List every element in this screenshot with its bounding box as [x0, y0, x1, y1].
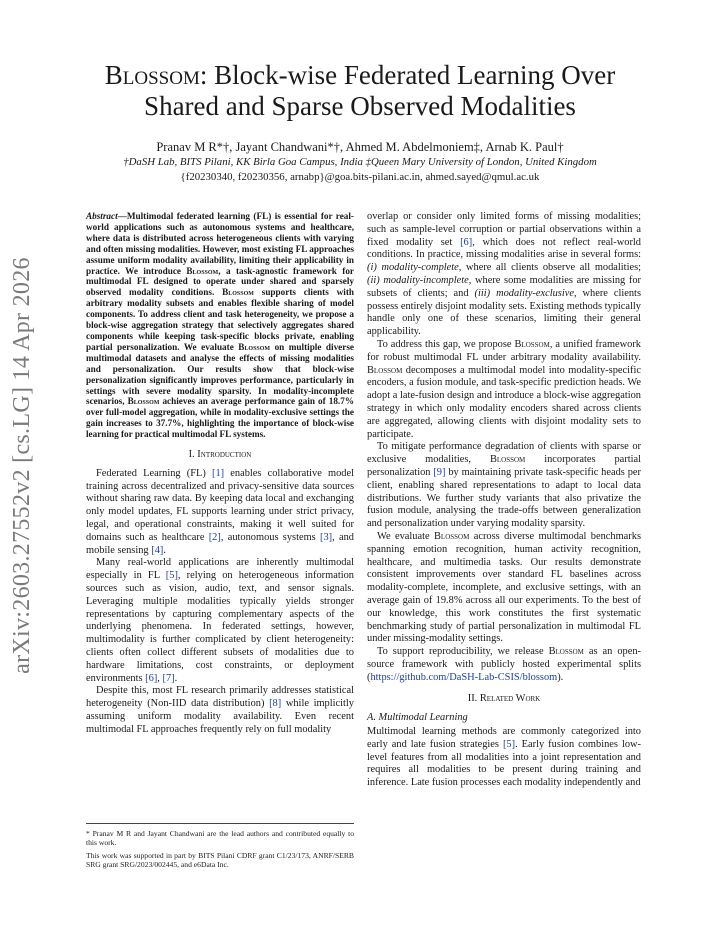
citation-link[interactable]: [4]: [151, 544, 164, 556]
citation-link[interactable]: [1]: [212, 467, 225, 479]
citation-link[interactable]: [2]: [208, 531, 221, 543]
intro-paragraph-6: To mitigate performance degradation of clients with sparse or exclusive modalities, Blossom incorporates partial personalization [9] by maintaining private task-specific heads per client, enabling shared representations to adapt to local data distributions. We further study variants that also privatize the fusion module, analysing the trade-offs between generalization and personalization under varying modality sparsity.: [367, 441, 641, 530]
system-name: Blossom: [186, 265, 219, 276]
intro-paragraph-7: We evaluate Blossom across diverse multimodal benchmarks spanning emotion recognition, human activity recognition, healthcare, and multimedia tasks. Our results demonstrate consistent improvements over standard FL baselines across modality-complete, incomplete, and exclusive settings, with an average gain of 19.8% across all our experiments. To the best of our knowledge, this work constitutes the first systematic benchmarking study of partial personalization in multimodal FL under missing-modality settings.: [367, 530, 641, 645]
intro-paragraph-2: Many real-world applications are inherently multimodal especially in FL [5], relying on heterogeneous information sources such as vision, audio, text, and sensor signals. Leveraging multiple modalities typically yields stronger representations by capturing complementary aspects of the underlying phenomena. In federated settings, however, multimodality is further complicated by client heterogeneity: clients often collect different subsets of modalities due to hardware limitations, cost constraints, or deployment environments [6], [7].: [86, 557, 354, 684]
abstract-text: on multiple diverse multimodal datasets and analyse the effects of missing modalities and personalization. Our results show that block-wise personalization significantly improves performance, particularly in settings with severe modality sparsity. In modality-incomplete scenarios,: [86, 341, 354, 407]
abstract-text: achieves an average performance gain of 18.7% over full-model aggregation, while in modality-exclusive settings the gain increases to 37.7%, highlighting the importance of block-wise learning for practical multimodal FL systems.: [86, 396, 355, 440]
title-system-name: Blossom: [104, 60, 200, 90]
citation-link[interactable]: [3]: [319, 531, 333, 543]
abstract-lead: Abstract: [86, 211, 118, 221]
citation-link[interactable]: [9]: [433, 466, 446, 478]
citation-link[interactable]: [7]: [162, 672, 175, 684]
system-name: Blossom: [222, 287, 254, 298]
author-emails: {f20230340, f20230356, arnabp}@goa.bits-pilani.ac.in, ahmed.sayed@qmul.ac.uk: [180, 171, 540, 183]
citation-link[interactable]: [8]: [269, 698, 282, 710]
citation-link[interactable]: [6]: [145, 672, 158, 684]
citation-link[interactable]: [5]: [502, 738, 516, 750]
system-name: Blossom: [127, 396, 160, 407]
footnotes: [86, 823, 354, 873]
intro-paragraph-3: Despite this, most FL research primarily addresses statistical heterogeneity (Non-IID data distribution) [8] while implicitly assuming uniform modality availability. Even recent multimodal FL approaches frequently rely on full modality: [86, 685, 354, 735]
arxiv-identifier: arXiv:2603.27552v2 [cs.LG] 14 Apr 2026: [8, 256, 35, 674]
abstract-text: supports clients with arbitrary modality subsets and enables flexible sharing of model components. To address client and task heterogeneity, we propose a block-wise aggregation strategy that selectively aggregates shared components while keeping task-specific blocks private, enabling partial personalization. We evaluate: [86, 287, 355, 352]
intro-paragraph-1: Federated Learning (FL) [1] enables collaborative model training across decentralized and privacy-sensitive data sources without sharing raw data. By keeping data local and exchanging only model updates, FL supports learning under strict privacy, legal, and operational constraints, making it well suited for domains such as healthcare [2], autonomous systems [3], and mobile sensing [4].: [86, 467, 354, 556]
intro-paragraph-5: To address this gap, we propose Blossom, a unified framework for robust multimodal FL under arbitrary modality availability. Blossom decomposes a multimodal model into modality-specific encoders, a fusion module, and task-specific prediction heads. We adopt a late-fusion design and introduce a block-wise aggregation strategy in which only modality encoders shared across clients are aggregated, allowing clients with disjoint modality sets to participate.: [367, 338, 641, 440]
affiliations: †DaSH Lab, BITS Pilani, KK Birla Goa Campus, India ‡Queen Mary University of London, United Kingdom: [123, 156, 597, 168]
abstract-text: , a task-agnostic framework for multimodal FL designed to operate under shared and sparsely observed modality conditions.: [86, 265, 354, 298]
paper-title: [60, 60, 660, 122]
citation-link[interactable]: [5]: [165, 570, 178, 582]
abstract: [86, 211, 354, 440]
right-column: [367, 211, 641, 790]
abstract-text: —Multimodal federated learning (FL) is essential for real-world applications such as autonomous systems and healthcare, where data is distributed across heterogeneous clients with varying and often missing modalities. However, most existing FL approaches assume uniform modality availability, limiting their applicability in practice. We introduce: [86, 211, 354, 276]
subsection-heading-multimodal-learning: A. Multimodal Learning: [367, 712, 468, 724]
github-repo-link[interactable]: https://github.com/DaSH-Lab-CSIS/blossom: [370, 671, 558, 683]
related-paragraph-1: Multimodal learning methods are commonly categorized into early and late fusion strategies [5]. Early fusion combines low-level features from all modalities into a joint representation and requires all modalities to be present during training and inference. Late fusion processes each modality independently and: [367, 726, 641, 789]
section-heading-introduction: I. Introduction: [188, 449, 252, 461]
footnote-equal-contribution: * Pranav M R and Jayant Chandwani are the lead authors and contributed equally to this work.: [86, 829, 354, 847]
section-heading-related-work: II. Related Work: [467, 693, 541, 705]
intro-paragraph-8: To support reproducibility, we release Blossom as an open-source framework with publicly hosted experimental splits (https://github.com/DaSH-Lab-CSIS/blossom).: [367, 646, 641, 683]
author-list: Pranav M R*†, Jayant Chandwani*†, Ahmed M. Abdelmoniem‡, Arnab K. Paul†: [156, 140, 564, 154]
arxiv-identifier-stamp: [2, 250, 42, 680]
system-name: Blossom: [238, 341, 271, 352]
title-line1: : Block-wise Federated Learning Over: [199, 60, 616, 90]
footnote-funding: This work was supported in part by BITS Pilani CDRF grant C1/23/173, ANRF/SERB SRG grant SRG/2023/002445, and e6Data Inc.: [86, 851, 354, 869]
title-line2: Shared and Sparse Observed Modalities: [144, 91, 576, 121]
citation-link[interactable]: [6]: [460, 236, 473, 248]
left-column: [86, 211, 354, 737]
intro-paragraph-4: overlap or consider only limited forms of missing modalities; such as sample-level corruption or partial observations within a fixed modality set [6], which does not reflect real-world conditions. In practice, missing modalities arise in several forms: (i) modality-complete, where all clients observe all modalities; (ii) modality-incomplete, where some modalities are missing for subsets of clients; and (iii) modality-exclusive, where clients possess entirely disjoint modality sets. Existing methods typically handle only one of these scenarios, limiting their general applicability.: [367, 211, 642, 338]
